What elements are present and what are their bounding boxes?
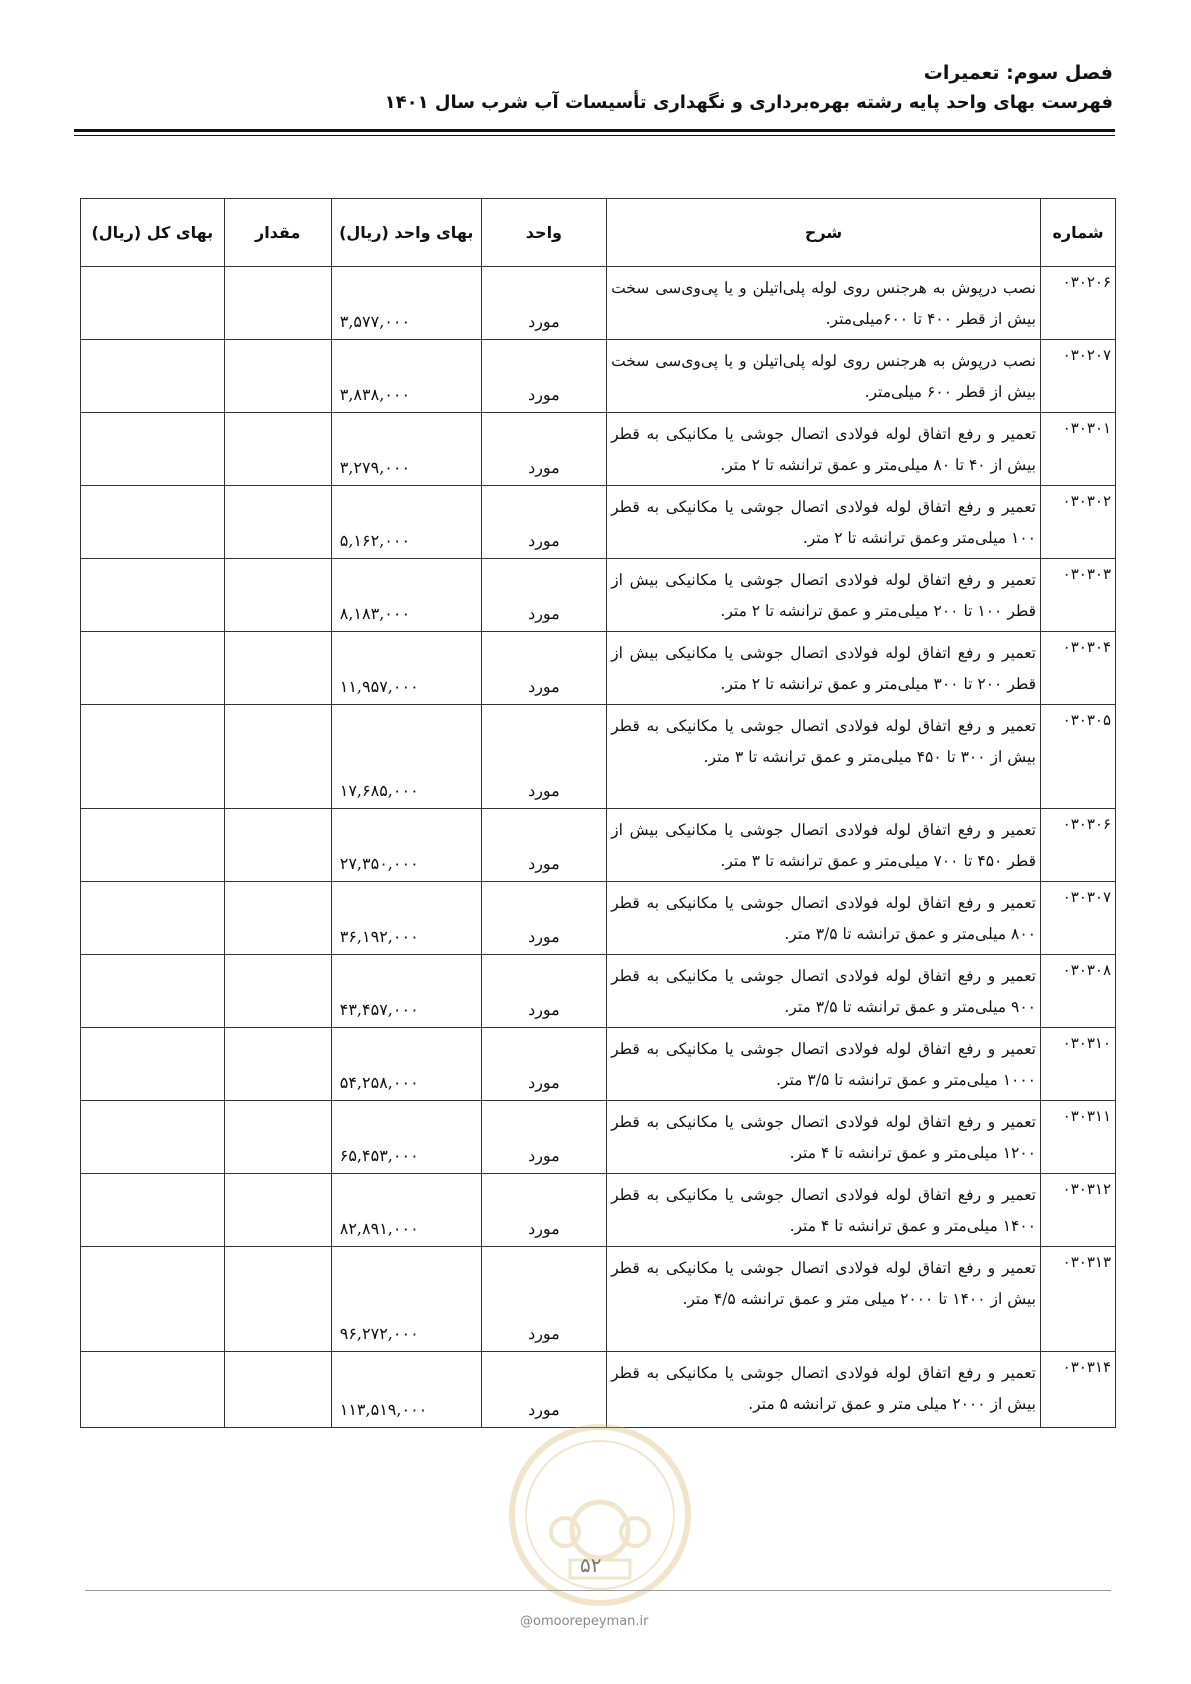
row-unit-price: ۲۷,۳۵۰,۰۰۰ <box>331 809 481 882</box>
col-header-code: شماره <box>1041 199 1116 267</box>
row-unit-price: ۱۷,۶۸۵,۰۰۰ <box>331 705 481 809</box>
table-row <box>81 809 1116 882</box>
row-total <box>81 1174 225 1247</box>
col-header-unit-price: بهای واحد (ریال) <box>331 199 481 267</box>
table-row <box>81 413 1116 486</box>
row-unit: مورد <box>481 1101 606 1174</box>
row-quantity <box>224 267 331 340</box>
row-unit: مورد <box>481 267 606 340</box>
row-unit-price: ۸,۱۸۳,۰۰۰ <box>331 559 481 632</box>
row-unit-price: ۱۱۳,۵۱۹,۰۰۰ <box>331 1352 481 1428</box>
row-total <box>81 705 225 809</box>
row-total <box>81 1101 225 1174</box>
row-description: تعمیر و رفع اتفاق لوله فولادی اتصال جوشی یا مکانیکی به قطر ۸۰۰ میلی‌متر و عمق ترانشه تا ۳/۵ متر. <box>607 882 1041 955</box>
row-unit-price: ۳,۲۷۹,۰۰۰ <box>331 413 481 486</box>
row-quantity <box>224 486 331 559</box>
row-description: تعمیر و رفع اتفاق لوله فولادی اتصال جوشی یا مکانیکی به قطر ۱۴۰۰ میلی‌متر و عمق ترانشه تا ۴ متر. <box>607 1174 1041 1247</box>
row-quantity <box>224 1247 331 1352</box>
row-quantity <box>224 1101 331 1174</box>
table-row <box>81 882 1116 955</box>
row-description: تعمیر و رفع اتفاق لوله فولادی اتصال جوشی یا مکانیکی به قطر بیش از ۱۴۰۰ تا ۲۰۰۰ میلی متر و عمق ترانشه ۴/۵ متر. <box>607 1247 1041 1352</box>
row-total <box>81 413 225 486</box>
row-unit: مورد <box>481 1028 606 1101</box>
table-row <box>81 1352 1116 1428</box>
website-watermark: @omoorepeyman.ir <box>520 1614 649 1629</box>
row-unit: مورد <box>481 632 606 705</box>
row-code: ۰۳۰۳۰۱ <box>1041 413 1116 486</box>
row-code: ۰۳۰۳۰۲ <box>1041 486 1116 559</box>
table-row <box>81 1028 1116 1101</box>
row-unit: مورد <box>481 882 606 955</box>
row-quantity <box>224 1174 331 1247</box>
row-description: تعمیر و رفع اتفاق لوله فولادی اتصال جوشی یا مکانیکی به قطر ۹۰۰ میلی‌متر و عمق ترانشه تا ۳/۵ متر. <box>607 955 1041 1028</box>
row-code: ۰۳۰۳۱۱ <box>1041 1101 1116 1174</box>
row-unit-price: ۵,۱۶۲,۰۰۰ <box>331 486 481 559</box>
row-unit-price: ۳,۵۷۷,۰۰۰ <box>331 267 481 340</box>
row-description: تعمیر و رفع اتفاق لوله فولادی اتصال جوشی یا مکانیکی به قطر بیش از ۴۰ تا ۸۰ میلی‌متر و عمق ترانشه تا ۲ متر. <box>607 413 1041 486</box>
row-unit-price: ۸۲,۸۹۱,۰۰۰ <box>331 1174 481 1247</box>
row-unit-price: ۵۴,۲۵۸,۰۰۰ <box>331 1028 481 1101</box>
table-header-row <box>81 199 1116 267</box>
row-unit-price: ۱۱,۹۵۷,۰۰۰ <box>331 632 481 705</box>
row-unit: مورد <box>481 559 606 632</box>
row-description: نصب درپوش به هرجنس روی لوله پلی‌اتیلن و یا پی‌وی‌سی سخت بیش از قطر ۴۰۰ تا ۶۰۰میلی‌متر. <box>607 267 1041 340</box>
row-total <box>81 882 225 955</box>
row-total <box>81 1352 225 1428</box>
table-row <box>81 955 1116 1028</box>
row-code: ۰۳۰۳۰۴ <box>1041 632 1116 705</box>
row-description: تعمیر و رفع اتفاق لوله فولادی اتصال جوشی یا مکانیکی به قطر بیش از ۲۰۰۰ میلی متر و عمق ترانشه ۵ متر. <box>607 1352 1041 1428</box>
row-unit: مورد <box>481 486 606 559</box>
row-code: ۰۳۰۲۰۷ <box>1041 340 1116 413</box>
table-row <box>81 340 1116 413</box>
row-unit-price: ۹۶,۲۷۲,۰۰۰ <box>331 1247 481 1352</box>
row-description: تعمیر و رفع اتفاق لوله فولادی اتصال جوشی یا مکانیکی بیش از قطر ۱۰۰ تا ۲۰۰ میلی‌متر و عمق ترانشه تا ۲ متر. <box>607 559 1041 632</box>
row-quantity <box>224 809 331 882</box>
row-code: ۰۳۰۳۱۳ <box>1041 1247 1116 1352</box>
col-header-unit: واحد <box>481 199 606 267</box>
table-row <box>81 705 1116 809</box>
row-quantity <box>224 955 331 1028</box>
table-row <box>81 632 1116 705</box>
row-unit: مورد <box>481 1352 606 1428</box>
row-unit-price: ۴۳,۴۵۷,۰۰۰ <box>331 955 481 1028</box>
row-unit-price: ۳۶,۱۹۲,۰۰۰ <box>331 882 481 955</box>
row-code: ۰۳۰۳۱۴ <box>1041 1352 1116 1428</box>
page-number: ۵۲ <box>580 1553 602 1577</box>
chapter-title: فصل سوم: تعمیرات <box>923 62 1113 84</box>
row-quantity <box>224 705 331 809</box>
col-header-qty: مقدار <box>224 199 331 267</box>
row-unit: مورد <box>481 1174 606 1247</box>
table-row <box>81 559 1116 632</box>
table-row <box>81 267 1116 340</box>
row-total <box>81 955 225 1028</box>
row-code: ۰۳۰۳۰۷ <box>1041 882 1116 955</box>
row-total <box>81 340 225 413</box>
row-unit: مورد <box>481 413 606 486</box>
table-row <box>81 1174 1116 1247</box>
table-row <box>81 486 1116 559</box>
row-description: تعمیر و رفع اتفاق لوله فولادی اتصال جوشی یا مکانیکی به قطر ۱۰۰۰ میلی‌متر و عمق ترانشه تا ۳/۵ متر. <box>607 1028 1041 1101</box>
row-quantity <box>224 1028 331 1101</box>
row-unit: مورد <box>481 705 606 809</box>
row-description: تعمیر و رفع اتفاق لوله فولادی اتصال جوشی یا مکانیکی بیش از قطر ۲۰۰ تا ۳۰۰ میلی‌متر و عمق ترانشه تا ۲ متر. <box>607 632 1041 705</box>
col-header-total: بهای کل (ریال) <box>81 199 225 267</box>
header-rule-thin <box>74 135 1115 136</box>
row-unit: مورد <box>481 340 606 413</box>
footer-rule <box>85 1590 1111 1591</box>
row-code: ۰۳۰۳۱۰ <box>1041 1028 1116 1101</box>
table-row <box>81 1101 1116 1174</box>
row-description: تعمیر و رفع اتفاق لوله فولادی اتصال جوشی یا مکانیکی به قطر ۱۰۰ میلی‌متر وعمق ترانشه تا ۲ متر. <box>607 486 1041 559</box>
row-code: ۰۳۰۳۰۶ <box>1041 809 1116 882</box>
row-total <box>81 1028 225 1101</box>
row-description: تعمیر و رفع اتفاق لوله فولادی اتصال جوشی یا مکانیکی به قطر بیش از ۳۰۰ تا ۴۵۰ میلی‌متر و عمق ترانشه تا ۳ متر. <box>607 705 1041 809</box>
row-total <box>81 559 225 632</box>
row-quantity <box>224 340 331 413</box>
price-list-table <box>80 198 1116 1428</box>
row-unit-price: ۶۵,۴۵۳,۰۰۰ <box>331 1101 481 1174</box>
row-total <box>81 267 225 340</box>
row-description: تعمیر و رفع اتفاق لوله فولادی اتصال جوشی یا مکانیکی به قطر ۱۲۰۰ میلی‌متر و عمق ترانشه تا ۴ متر. <box>607 1101 1041 1174</box>
row-code: ۰۳۰۳۰۳ <box>1041 559 1116 632</box>
row-total <box>81 632 225 705</box>
document-title: فهرست بهای واحد پایه رشته بهره‌برداری و نگهداری تأسیسات آب شرب سال ۱۴۰۱ <box>384 92 1113 113</box>
row-description: تعمیر و رفع اتفاق لوله فولادی اتصال جوشی یا مکانیکی بیش از قطر ۴۵۰ تا ۷۰۰ میلی‌متر و عمق ترانشه تا ۳ متر. <box>607 809 1041 882</box>
row-code: ۰۳۰۳۰۵ <box>1041 705 1116 809</box>
header-rule-thick <box>74 129 1115 132</box>
row-quantity <box>224 882 331 955</box>
row-total <box>81 1247 225 1352</box>
row-code: ۰۳۰۳۱۲ <box>1041 1174 1116 1247</box>
watermark-seal <box>505 1420 695 1610</box>
row-unit: مورد <box>481 1247 606 1352</box>
row-unit-price: ۳,۸۳۸,۰۰۰ <box>331 340 481 413</box>
row-quantity <box>224 559 331 632</box>
page-header <box>78 58 1113 118</box>
row-quantity <box>224 413 331 486</box>
row-unit: مورد <box>481 809 606 882</box>
row-unit: مورد <box>481 955 606 1028</box>
row-total <box>81 809 225 882</box>
row-quantity <box>224 1352 331 1428</box>
col-header-desc: شرح <box>607 199 1041 267</box>
row-description: نصب درپوش به هرجنس روی لوله پلی‌اتیلن و یا پی‌وی‌سی سخت بیش از قطر ۶۰۰ میلی‌متر. <box>607 340 1041 413</box>
row-quantity <box>224 632 331 705</box>
row-code: ۰۳۰۲۰۶ <box>1041 267 1116 340</box>
table-row <box>81 1247 1116 1352</box>
row-total <box>81 486 225 559</box>
row-code: ۰۳۰۳۰۸ <box>1041 955 1116 1028</box>
